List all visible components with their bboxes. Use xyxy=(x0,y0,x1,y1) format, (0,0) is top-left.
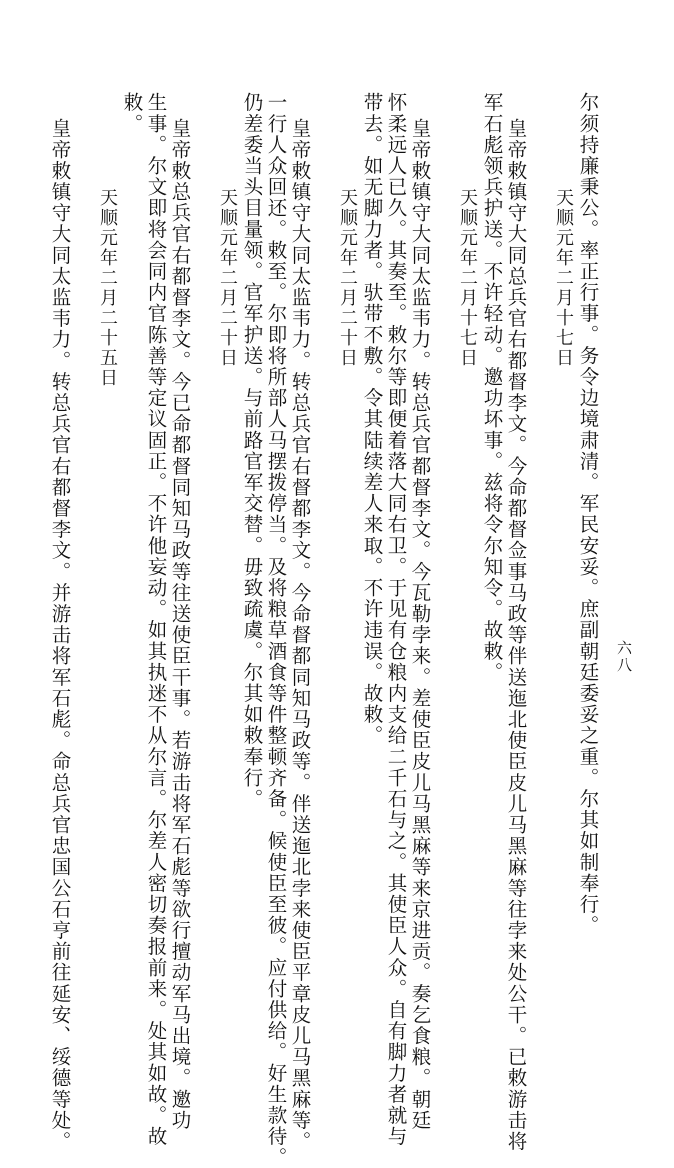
text-column-10: 皇帝敕镇守大同太监韦力。转总兵官右督都李文。今命督都同知马政等。伴送迤北孛来使臣平章皮儿马黑麻等。 xyxy=(288,118,312,1152)
text-column-8: 带去。如无脚力者。驮带不敷。令其陆续差人来取。不许违误。故敕。 xyxy=(360,92,384,747)
text-column-14: 皇帝敕总兵官右都督李文。今已命都督同知马政等往送使臣干事。若游击将军石彪等欲行擅动军马出境。邀功 xyxy=(168,118,192,1131)
text-column-4: 军石彪领兵护送。不许轻动。邀功坏事。兹将令尔知令。故敕。 xyxy=(480,92,504,683)
page-number: 六八 xyxy=(615,640,633,674)
date-column-2: 天顺元年二月十七日 xyxy=(553,188,574,368)
date-column-5: 天顺元年二月十七日 xyxy=(457,188,478,368)
text-column-15: 生事。尔文即将会同内官陈善等定议固正。不许他妄动。如其执迷不从尔言。尔差人密切奏报前来。处其如故。故 xyxy=(144,92,168,1147)
date-column-9: 天顺元年二月二十日 xyxy=(337,188,358,368)
date-column-17: 天顺元年二月二十五日 xyxy=(97,188,118,388)
text-column-1: 尔须持廉秉公。率正行事。务令边境肃清。军民安妥。庶副朝廷委妥之重。尔其如制奉行。 xyxy=(576,92,600,936)
text-column-12: 仍差委当头目量领。官军护送。与前路官军交替。毋致疏虞。尔其如敕奉行。 xyxy=(240,92,264,810)
text-column-3: 皇帝敕镇守大同总兵官右都督李文。今命都督佥事马政等伴送迤北使臣皮儿马黑麻等往孛来处公干。已敕游击将 xyxy=(504,118,528,1152)
text-column-6: 皇帝敕镇守大同太监韦力。转总兵官都督李文。今瓦勒孛来。差使臣皮儿马黑麻等来京进贡。奏乞食粮。朝廷 xyxy=(408,118,432,1131)
text-column-18: 皇帝敕镇守大同太监韦力。转总兵官右都督李文。并游击将军石彪。命总兵官忠国公石亨前往延安、绥德等处。 xyxy=(48,118,72,1152)
text-column-16: 敕。 xyxy=(120,92,144,135)
text-column-11: 一行人众回还。敕至。尔即将所部人马摆拨停当。及将粮草酒食等件整顿齐备。候使臣至彼。应付供给。好生款待。 xyxy=(264,92,288,1168)
text-column-7: 怀柔远人已久。其奏至。敕尔等即便着落大同右卫。于见有仓粮内支给二千石与之。其使臣人众。自有脚力者就与 xyxy=(384,92,408,1147)
date-column-13: 天顺元年二月二十日 xyxy=(217,188,238,368)
